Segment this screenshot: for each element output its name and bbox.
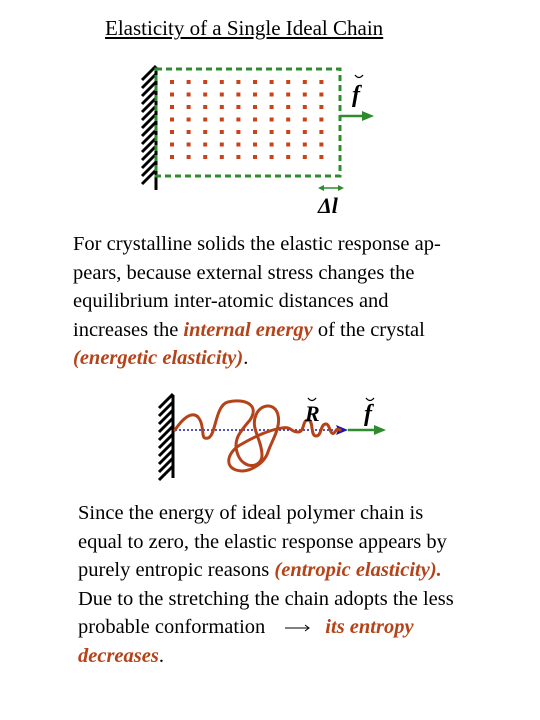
force-label: f	[352, 82, 360, 108]
text-line: Since the energy of ideal polymer chain is	[78, 502, 424, 524]
page-title: Elasticity of a Single Ideal Chain	[105, 16, 384, 40]
text-fragment: .	[243, 347, 249, 369]
text-line: equilibrium inter-atomic distances and	[73, 290, 389, 312]
text-line: For crystalline solids the elastic response ap-	[73, 233, 441, 255]
text-line	[78, 556, 533, 585]
text-line	[78, 642, 533, 671]
wall-hatching	[159, 394, 173, 480]
energetic-elasticity-term: (energetic elasticity)	[73, 347, 244, 369]
entropic-elasticity-term: (entropic elasticity).	[274, 559, 442, 581]
text-line: Due to the stretching the chain adopts the less	[78, 587, 454, 610]
force-arrowhead	[374, 425, 386, 435]
decreases-term: decreases	[78, 644, 159, 667]
extension-label: Δl	[318, 193, 338, 218]
text-fragment: purely entropic reasons	[78, 559, 275, 581]
force-label: f	[364, 401, 372, 427]
text-fragment: probable conformation	[78, 616, 266, 638]
implies-arrow-icon	[265, 618, 325, 638]
text-line	[78, 613, 533, 642]
text-fragment: of the crystal	[312, 318, 425, 341]
text-fragment: increases the	[73, 318, 184, 341]
text-line: pears, because external stress changes the	[73, 261, 415, 284]
text-fragment: .	[158, 644, 164, 667]
entropy-term: its entropy	[325, 616, 414, 638]
vector-label: R	[305, 401, 320, 426]
internal-energy-term: internal energy	[183, 318, 313, 341]
chain-explanation	[78, 499, 533, 670]
text-line: equal to zero, the elastic response appears by	[78, 530, 447, 553]
